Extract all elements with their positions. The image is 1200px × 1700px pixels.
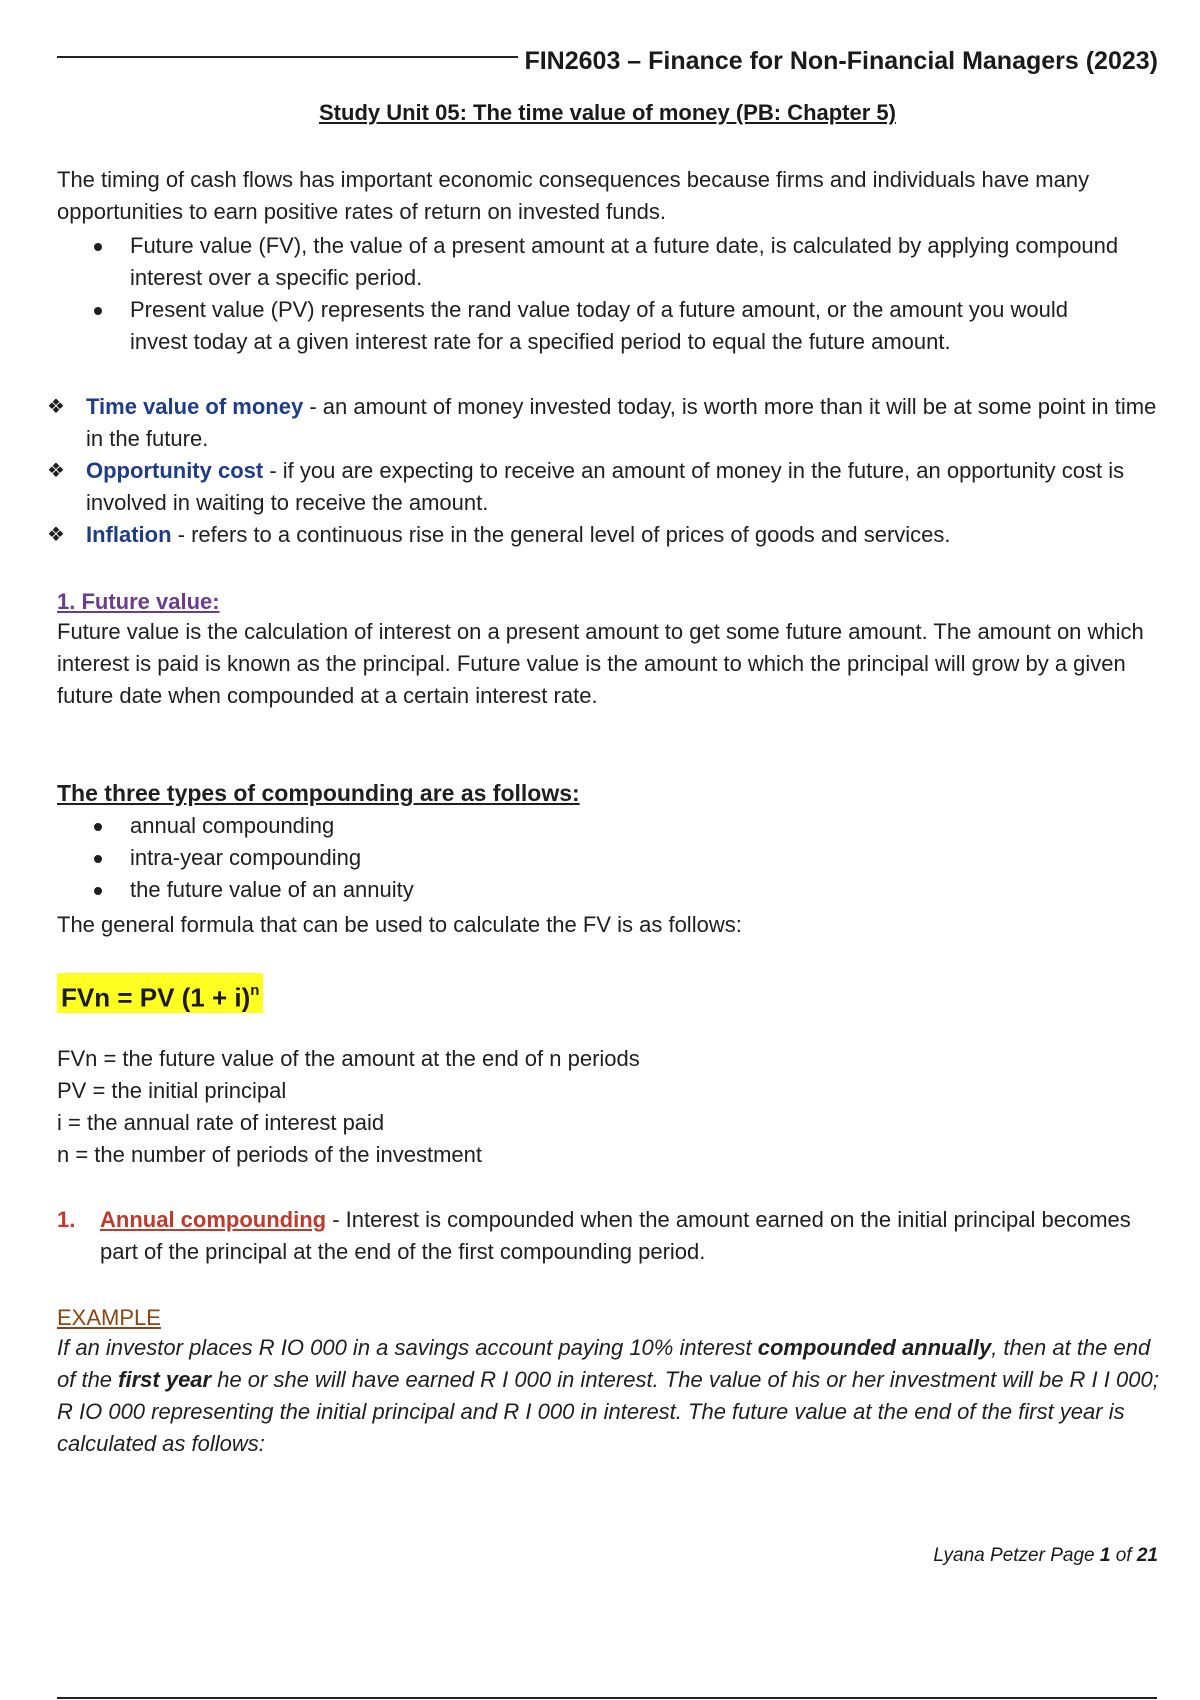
- example-heading: EXAMPLE: [57, 1305, 161, 1330]
- intro-bullet-list: [57, 230, 1127, 358]
- list-item: Present value (PV) represents the rand value today of a future amount, or the amount you would invest today at a given interest rate for a specified period to equal the future amount.: [57, 294, 1127, 358]
- intro-paragraph: The timing of cash flows has important economic consequences because firms and individuals have many opportunities to earn positive rates of return on invested funds.: [57, 167, 1090, 224]
- page-footer: Lyana Petzer Page 1 of 21: [933, 1545, 1158, 1566]
- future-value-body: Future value is the calculation of interest on a present amount to get some future amount. The amount on which interest is paid is known as the principal. Future value is the amount to which the principal will grow by a given future date when compounded at a certain interest rate.: [57, 619, 1144, 708]
- bullet-icon: [94, 823, 102, 831]
- total-pages: 21: [1136, 1545, 1158, 1566]
- annual-compounding-item: [57, 1204, 1167, 1268]
- example-text: If an investor places R IO 000 in a savings account paying 10% interest compounded annually, then at the end of the first year he or she will have earned R I 000 in interest. The value of his or her investment will be R I I 000; R IO 000 representing the initial principal and R I 000 in interest. The future value at the end of the first year is calculated as follows:: [57, 1335, 1159, 1456]
- bullet-icon: [94, 243, 102, 251]
- definition-text: - refers to a continuous rise in the general level of prices of goods and services.: [171, 522, 951, 547]
- definition-item: [47, 455, 1167, 519]
- bullet-icon: [94, 887, 102, 895]
- diamond-star-icon: ❖: [47, 396, 65, 418]
- formula-variables: [57, 1043, 1162, 1171]
- course-title: FIN2603 – Finance for Non-Financial Managers (2023): [518, 46, 1158, 76]
- definition-text: - an amount of money invested today, is worth more than it will be at some point in time in the future.: [86, 394, 1157, 451]
- diamond-star-icon: ❖: [47, 460, 65, 482]
- footer-rule: [57, 1697, 1157, 1699]
- diamond-star-icon: ❖: [47, 524, 65, 546]
- definition-term: Inflation: [86, 522, 172, 547]
- definition-item: [47, 391, 1167, 455]
- definition-text: - if you are expecting to receive an amount of money in the future, an opportunity cost is involved in waiting to receive the amount.: [86, 458, 1125, 515]
- list-item: Future value (FV), the value of a present amount at a future date, is calculated by applying compound interest over a specific period.: [57, 230, 1127, 294]
- definition-term: Opportunity cost: [86, 458, 264, 483]
- definition-term: Time value of money: [86, 394, 304, 419]
- annual-compounding-text: - Interest is compounded when the amount earned on the initial principal becomes part of the principal at the end of the first compounding period.: [100, 1207, 1131, 1264]
- compounding-types-list: [57, 810, 1162, 906]
- variable-definition: n = the number of periods of the investment: [57, 1142, 482, 1167]
- unit-title: Study Unit 05: The time value of money (PB: Chapter 5): [319, 100, 896, 125]
- variable-definition: FVn = the future value of the amount at the end of n periods: [57, 1046, 640, 1071]
- bullet-icon: [94, 307, 102, 315]
- general-formula-intro: The general formula that can be used to calculate the FV is as follows:: [57, 912, 742, 937]
- list-item: intra-year compounding: [57, 842, 1162, 874]
- annual-compounding-label: Annual compounding: [100, 1207, 327, 1232]
- formula-exponent: n: [250, 982, 260, 999]
- list-item: annual compounding: [57, 810, 1162, 842]
- list-item: the future value of an annuity: [57, 874, 1162, 906]
- variable-definition: PV = the initial principal: [57, 1078, 287, 1103]
- compounding-types-heading: The three types of compounding are as follows:: [57, 780, 580, 806]
- fv-formula: FVn = PV $(1 + i)^n$: [57, 973, 263, 1013]
- definition-item: [47, 519, 1167, 551]
- item-number: 1.: [57, 1207, 76, 1232]
- definitions-list: [47, 391, 1167, 551]
- page-number: 1: [1099, 1545, 1111, 1566]
- variable-definition: i = the annual rate of interest paid: [57, 1110, 385, 1135]
- future-value-heading: 1. Future value:: [57, 589, 220, 614]
- bullet-icon: [94, 855, 102, 863]
